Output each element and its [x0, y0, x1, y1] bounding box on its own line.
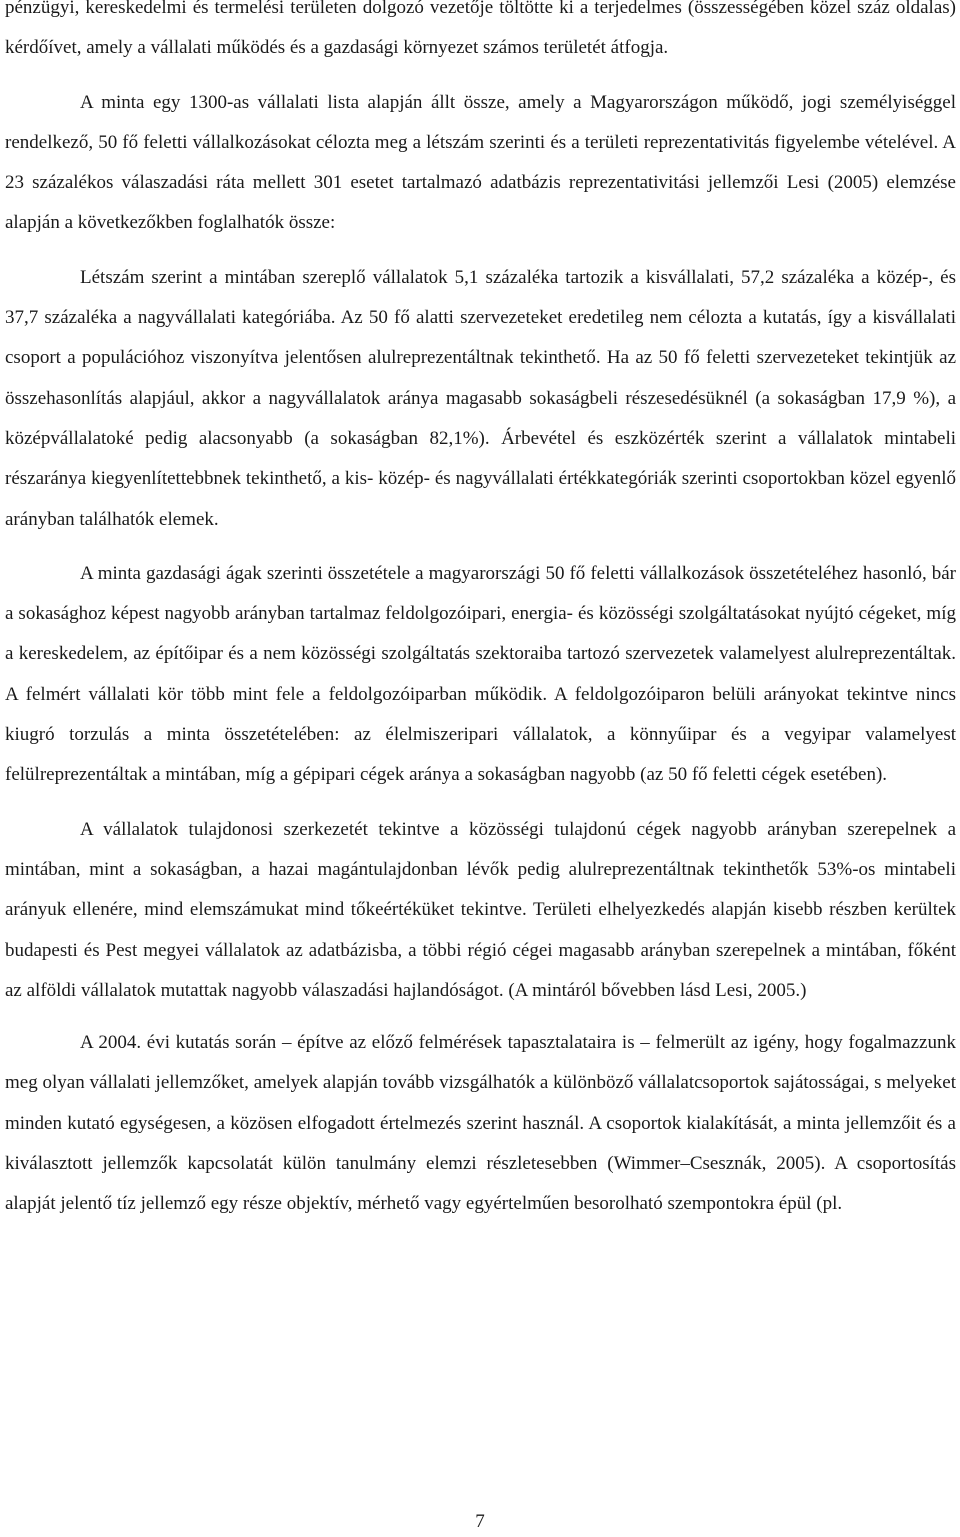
- paragraph-ownership-structure: A vállalatok tulajdonosi szerkezetét tekintve a közösségi tulajdonú cégek nagyobb arányban szerepelnek a mintában, mint a sokaságban, a hazai magántulajdonban lévők pedig alulreprezentáltnak tekinthetők 53%-os mintabeli arányuk ellenére, mind elemszámukat mind tőkeértéküket tekintve. Területi elhelyezkedés alapján kisebb részben kerültek budapesti és Pest megyei vállalatok az adatbázisba, a többi régió cégei magasabb arányban szerepelnek a mintában, főként az alföldi vállalatok mutattak nagyobb válaszadási hajlandóságot. (A mintáról bővebben lásd Lesi, 2005.): [5, 818, 956, 1001]
- paragraph-intro-continuation: pénzügyi, kereskedelmi és termelési területen dolgozó vezetője töltötte ki a terjedelmes (összességében közel száz oldalas) kérdőívet, amely a vállalati működés és a gazdasági környezet számos területét átfogja.: [5, 0, 956, 59]
- document-page: [5, 0, 956, 1225]
- page-number: 7: [475, 1511, 485, 1532]
- paragraph-size-distribution: Létszám szerint a mintában szereplő vállalatok 5,1 százaléka tartozik a kisvállalati, 57,2 százaléka a közép-, és 37,7 százaléka a nagyvállalati kategóriába. Az 50 fő alatti szervezeteket eredetileg nem célozta a kutatás, így a kisvállalati csoport a populációhoz viszonyítva jelentősen alulreprezentáltnak tekinthető. Ha az 50 fő feletti szervezeteket tekintjük az összehasonlítás alapjául, akkor a nagyvállalatok aránya magasabb sokaságbeli részesedésüknél (a sokaságban 17,9 %), a középvállalatoké pedig alacsonyabb (a sokaságban 82,1%). Árbevétel és eszközérték szerint a vállalatok mintabeli részaránya kiegyenlítettebbnek tekinthető, a kis- közép- és nagyvállalati értékkategóriák szerinti csoportokban közel egyenlő arányban találhatók elemek.: [5, 266, 956, 530]
- paragraph-industry-composition: A minta gazdasági ágak szerinti összetétele a magyarországi 50 fő feletti vállalkozások összetételéhez hasonló, bár a sokasághoz képest nagyobb arányban tartalmaz feldolgozóipari, energia- és közösségi szolgáltatásokat nyújtó cégeket, míg a kereskedelem, az építőipar és a nem közösségi szolgáltatás szektoraiba tartozó szervezetek valamelyest alulreprezentáltak. A felmért vállalati kör több mint fele a feldolgozóiparban működik. A feldolgozóiparon belüli arányokat tekintve nincs kiugró torzulás a minta összetételében: az élelmiszeripari vállalatok, a könnyűipar és a vegyipar valamelyest felülreprezentáltak a mintában, míg a gépipari cégek aránya a sokaságban nagyobb (az 50 fő feletti cégek esetében).: [5, 562, 956, 786]
- paragraph-sample-description: A minta egy 1300-as vállalati lista alapján állt össze, amely a Magyarországon működő, jogi személyiséggel rendelkező, 50 fő feletti vállalkozásokat célozta meg a létszám szerinti és a területi reprezentativitás figyelembe vételével. A 23 százalékos válaszadási ráta mellett 301 esetet tartalmazó adatbázis reprezentativitási jellemzői Lesi (2005) elemzése alapján a következőkben foglalhatók össze:: [5, 91, 956, 234]
- paragraph-2004-research: A 2004. évi kutatás során – építve az előző felmérések tapasztalataira is – felmerült az igény, hogy fogalmazzunk meg olyan vállalati jellemzőket, amelyek alapján tovább vizsgálhatók a különböző vállalatcsoportok sajátosságai, s melyeket minden kutató egységesen, a közösen elfogadott értelmezés szerint használ. A csoportok kialakítását, a minta jellemzőit és a kiválasztott jellemzők kapcsolatát külön tanulmány elemzi részletesebben (Wimmer–Csesznák, 2005). A csoportosítás alapját jelentő tíz jellemző egy része objektív, mérhető vagy egyértelműen besorolható szempontokra épül (pl.: [5, 1032, 956, 1215]
